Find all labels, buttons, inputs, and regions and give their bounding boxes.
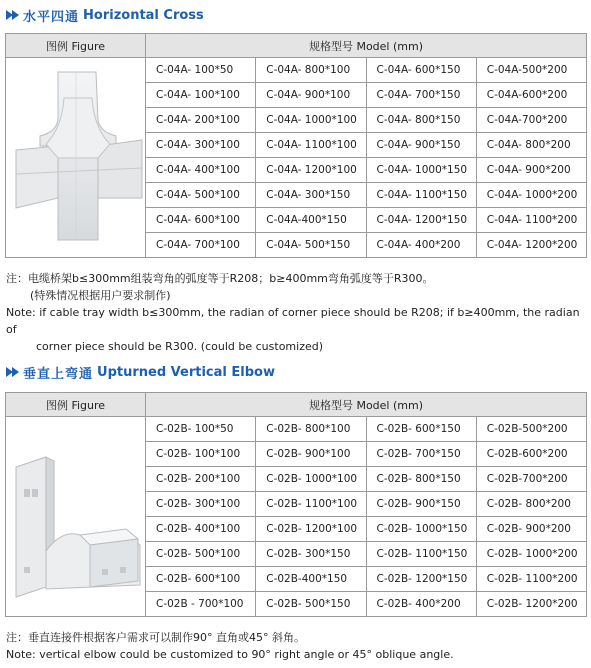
model-cell: C-02B- 100*100 [146,442,256,467]
model-cell: C-04A- 900*200 [476,158,586,183]
header-figure: 图例 Figure [6,34,146,58]
header-model: 规格型号 Model (mm) [146,393,587,417]
note-zh-line-1: 注：垂直连接件根据客户需求可以制作90° 直角或45° 斜角。 [6,631,305,644]
vertical-elbow-notes [6,629,454,663]
model-cell: C-04A-500*200 [476,58,586,83]
model-cell: C-04A-600*200 [476,83,586,108]
model-cell: C-04A- 800*100 [256,58,366,83]
model-cell: C-02B- 1200*100 [256,517,366,542]
model-cell: C-04A- 700*100 [146,233,256,258]
model-cell: C-02B- 300*100 [146,492,256,517]
model-cell: C-04A- 100*100 [146,83,256,108]
note-en-line-1: Note: if cable tray width b≤300mm, the radian of corner piece should be R208; if b≥400mm, the radian of [6,306,580,336]
horizontal-cross-notes [6,270,591,355]
model-cell: C-04A- 500*150 [256,233,366,258]
model-cell: C-04A- 300*100 [146,133,256,158]
model-cell: C-04A- 100*50 [146,58,256,83]
model-cell: C-04A- 1200*150 [366,208,476,233]
model-cell: C-02B-700*200 [476,467,586,492]
model-cell: C-02B- 1100*200 [476,567,586,592]
model-cell: C-02B- 1200*200 [476,592,586,617]
model-cell: C-04A- 1200*100 [256,158,366,183]
model-cell: C-02B- 500*100 [146,542,256,567]
model-cell: C-02B- 900*150 [366,492,476,517]
horizontal-cross-model-table [5,33,587,258]
double-arrow-icon [6,10,18,20]
model-cell: C-02B- 400*100 [146,517,256,542]
upturned-vertical-elbow-figure [6,417,146,613]
section-title-zh: 水平四通 [23,9,80,25]
model-cell: C-02B- 1100*150 [366,542,476,567]
note-en-line-1: Note: vertical elbow could be customized to 90° right angle or 45° oblique angle. [6,648,454,661]
table-row [6,417,587,442]
figure-cell [6,58,146,258]
section-title-en: Upturned Vertical Elbow [97,364,275,380]
model-cell: C-02B-600*200 [476,442,586,467]
model-cell: C-02B- 600*150 [366,417,476,442]
model-cell: C-02B- 300*150 [256,542,366,567]
model-cell: C-02B- 200*100 [146,467,256,492]
model-cell: C-04A- 900*100 [256,83,366,108]
model-cell: C-04A- 300*150 [256,183,366,208]
model-cell: C-02B- 900*100 [256,442,366,467]
section-title-upturned-vertical-elbow [6,363,275,381]
model-cell: C-04A- 1100*100 [256,133,366,158]
model-cell: C-02B- 800*150 [366,467,476,492]
model-cell: C-02B- 400*200 [366,592,476,617]
model-cell: C-02B-400*150 [256,567,366,592]
model-cell: C-04A- 1000*100 [256,108,366,133]
model-cell: C-02B- 900*200 [476,517,586,542]
model-cell: C-04A- 1100*200 [476,208,586,233]
model-cell: C-02B- 1000*200 [476,542,586,567]
model-cell: C-04A- 600*150 [366,58,476,83]
model-cell: C-02B- 700*150 [366,442,476,467]
model-cell: C-04A- 500*100 [146,183,256,208]
model-cell: C-04A-700*200 [476,108,586,133]
model-cell: C-04A- 900*150 [366,133,476,158]
model-cell: C-02B - 700*100 [146,592,256,617]
model-cell: C-04A- 200*100 [146,108,256,133]
vertical-elbow-model-table [5,392,587,617]
model-cell: C-04A- 800*200 [476,133,586,158]
model-cell: C-02B- 800*100 [256,417,366,442]
model-cell: C-02B- 800*200 [476,492,586,517]
section-title-horizontal-cross [6,6,204,24]
header-model: 规格型号 Model (mm) [146,34,587,58]
model-cell: C-02B- 600*100 [146,567,256,592]
model-cell: C-04A- 400*100 [146,158,256,183]
model-cell: C-04A- 700*150 [366,83,476,108]
header-figure: 图例 Figure [6,393,146,417]
note-zh-line-2: (特殊情况根据用户要求制作) [30,289,171,302]
model-cell: C-04A- 1000*200 [476,183,586,208]
model-cell: C-04A-400*150 [256,208,366,233]
model-cell: C-04A- 1100*150 [366,183,476,208]
section-title-en: Horizontal Cross [83,7,204,23]
model-cell: C-02B- 1200*150 [366,567,476,592]
model-cell: C-02B- 500*150 [256,592,366,617]
horizontal-cross-figure [6,58,146,254]
model-cell: C-04A- 800*150 [366,108,476,133]
note-en-line-2: corner piece should be R300. (could be customized) [36,340,324,353]
model-cell: C-02B- 100*50 [146,417,256,442]
model-cell: C-02B- 1000*100 [256,467,366,492]
model-cell: C-04A- 600*100 [146,208,256,233]
table-row [6,58,587,83]
model-cell: C-04A- 1200*200 [476,233,586,258]
double-arrow-icon [6,367,18,377]
model-cell: C-02B- 1100*100 [256,492,366,517]
model-cell: C-04A- 400*200 [366,233,476,258]
model-cell: C-02B-500*200 [476,417,586,442]
model-cell: C-02B- 1000*150 [366,517,476,542]
figure-cell [6,417,146,617]
model-cell: C-04A- 1000*150 [366,158,476,183]
section-title-zh: 垂直上弯通 [23,366,94,382]
note-zh-line-1: 注：电缆桥架b≤300mm组装弯角的弧度等于R208；b≥400mm弯角弧度等于R300。 [6,272,434,285]
